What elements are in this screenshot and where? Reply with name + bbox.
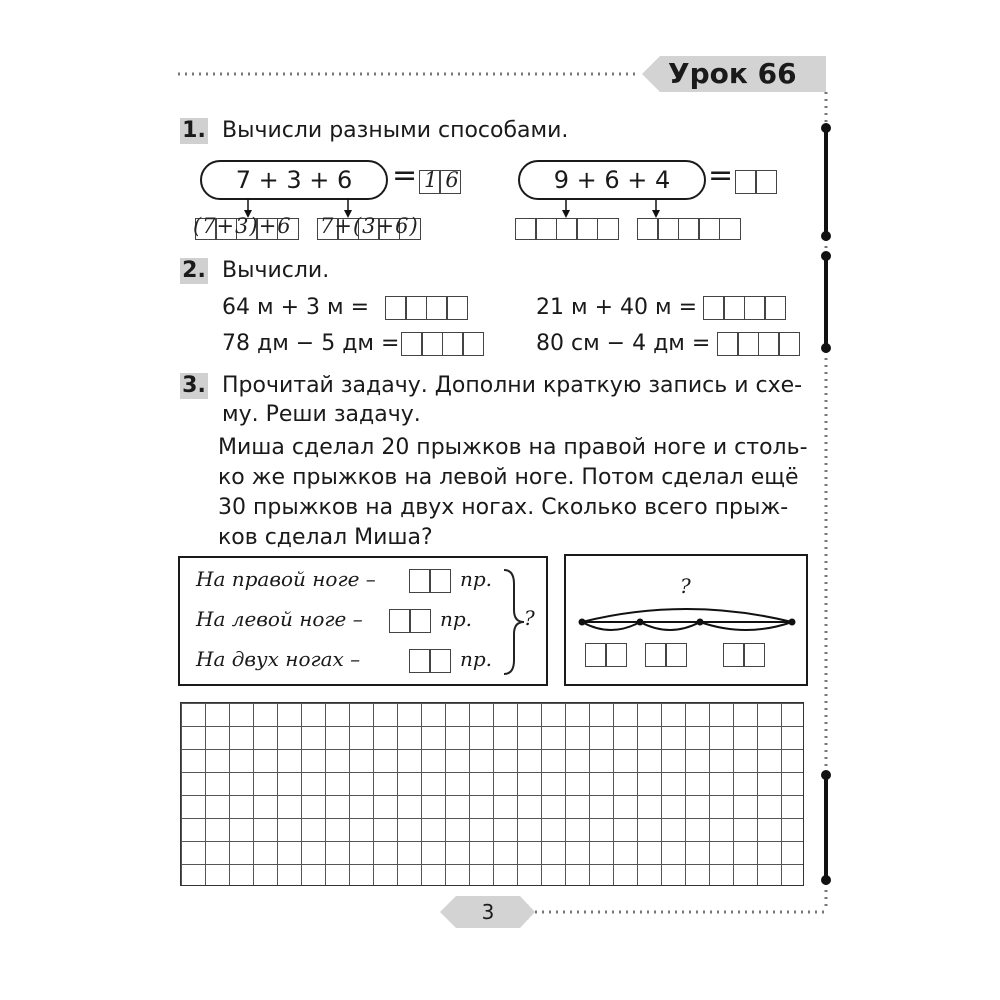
problem-line-4: ков сделал Миша? [218, 525, 433, 550]
answer-cells-2-4[interactable] [718, 332, 800, 356]
page-number: 3 [481, 900, 495, 924]
task2-number: 2. [180, 258, 208, 284]
expression-b: 9 + 6 + 4 [518, 160, 706, 200]
task3-number: 3. [180, 373, 208, 399]
expression-2-4: 80 см − 4 дм = [536, 331, 711, 356]
expression-a: 7 + 3 + 6 [200, 160, 388, 200]
task1-instruction: Вычисли разными способами. [222, 118, 569, 143]
answer-cells-b[interactable] [736, 170, 777, 194]
record-unit-1: пр. [460, 567, 493, 591]
scheme-cells-2[interactable] [646, 643, 687, 667]
equals-a: = [392, 158, 418, 193]
record-cells-2[interactable] [390, 609, 431, 633]
problem-line-2: ко же прыжков на левой ноге. Потом сделал ещё [218, 465, 799, 490]
task2-instruction: Вычисли. [222, 258, 330, 283]
problem-line-1: Миша сделал 20 прыжков на правой ноге и столь- [218, 435, 808, 460]
work-a2-written: 7+(3+6) [320, 214, 419, 238]
task3-instruction-line2: му. Реши задачу. [222, 402, 421, 427]
expression-2-3: 21 м + 40 м = [536, 295, 698, 320]
record-cells-1[interactable] [410, 569, 451, 593]
record-cells-3[interactable] [410, 649, 451, 673]
lesson-title: Урок 66 [668, 57, 797, 90]
problem-line-3: 30 прыжков на двух ногах. Сколько всего прыж- [218, 495, 789, 520]
answer-a-written: 16 [424, 168, 467, 192]
record-unit-2: пр. [440, 607, 473, 631]
expression-2-1: 64 м + 3 м = [222, 295, 370, 320]
record-label-1: На правой ноге – [196, 567, 376, 591]
arrows-a [0, 0, 1000, 260]
equals-b: = [708, 158, 734, 193]
record-question: ? [524, 606, 535, 630]
solution-grid[interactable] [180, 702, 804, 886]
work-a1-written: (7+3)+6 [193, 214, 292, 238]
answer-cells-2-2[interactable] [402, 332, 484, 356]
task3-instruction-line1: Прочитай задачу. Дополни краткую запись и схе- [222, 373, 803, 398]
record-label-3: На двух ногах – [196, 647, 361, 671]
answer-cells-2-3[interactable] [704, 296, 786, 320]
work-cells-b2[interactable] [638, 218, 741, 240]
answer-cells-2-1[interactable] [386, 296, 468, 320]
record-label-2: На левой ноге – [196, 607, 363, 631]
record-unit-3: пр. [460, 647, 493, 671]
scheme-diagram [564, 590, 808, 640]
expression-2-2: 78 дм − 5 дм = [222, 331, 400, 356]
scheme-question: ? [680, 574, 691, 598]
scheme-cells-3[interactable] [724, 643, 765, 667]
work-cells-b1[interactable] [516, 218, 619, 240]
task1-number: 1. [180, 118, 208, 144]
scheme-cells-1[interactable] [586, 643, 627, 667]
